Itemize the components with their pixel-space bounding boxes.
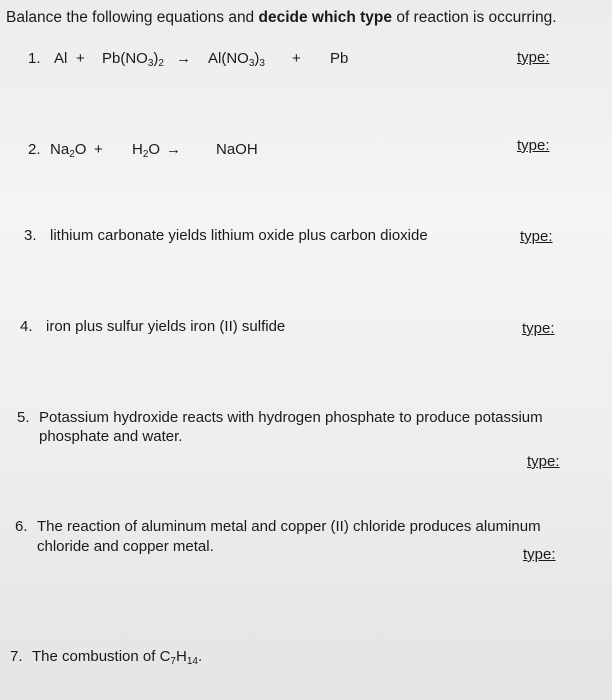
question-7	[10, 648, 202, 667]
product: Pb	[330, 50, 349, 67]
instructions-prefix: Balance the following equations and	[6, 9, 259, 26]
question-number: 3.	[24, 227, 37, 244]
formula-part: H	[132, 141, 143, 158]
question-text	[32, 648, 202, 665]
formula-part: O	[74, 141, 87, 158]
subscript: 3	[147, 58, 154, 69]
text-part: H	[175, 648, 187, 665]
question-2	[28, 141, 258, 160]
type-label-4: type:	[522, 320, 555, 337]
question-6-line2: chloride and copper metal.	[37, 538, 214, 555]
question-text: lithium carbonate yields lithium oxide plus carbon dioxide	[50, 227, 428, 244]
question-number: 2.	[28, 141, 41, 158]
instructions	[6, 9, 557, 27]
instructions-bold: decide which type	[258, 9, 393, 26]
reactant	[102, 50, 176, 69]
subscript: 14	[186, 656, 198, 667]
question-1	[28, 50, 348, 69]
type-label-5: type:	[527, 453, 560, 470]
product	[208, 50, 292, 69]
arrow: →	[166, 141, 181, 158]
question-number: 7.	[10, 648, 23, 665]
question-number: 1.	[28, 50, 41, 67]
formula-part: )	[254, 50, 260, 67]
question-text-line1: Potassium hydroxide reacts with hydrogen phosphate to produce potassium	[39, 409, 543, 426]
text-part: The combustion of C	[32, 648, 171, 665]
question-text-line1: The reaction of aluminum metal and copper (II) chloride produces aluminum	[37, 518, 541, 535]
subscript: 3	[248, 58, 255, 69]
question-4	[20, 318, 285, 335]
formula-part: Al(NO	[208, 50, 249, 67]
product: NaOH	[216, 141, 258, 158]
reactant	[50, 141, 94, 160]
question-6	[15, 518, 541, 535]
formula-part: )	[153, 50, 159, 67]
subscript: 7	[170, 656, 176, 667]
question-5-line2: phosphate and water.	[39, 428, 183, 445]
formula-part: Na	[50, 141, 70, 158]
subscript: 2	[142, 149, 149, 160]
instructions-suffix: of reaction is occurring.	[392, 9, 557, 26]
formula-part: O	[148, 141, 161, 158]
question-number: 4.	[20, 318, 33, 335]
plus-sign: +	[76, 50, 85, 67]
question-number: 6.	[15, 518, 28, 535]
formula-part: Pb(NO	[102, 50, 148, 67]
plus-sign: +	[94, 141, 103, 158]
type-label-1: type:	[517, 49, 550, 66]
subscript: 2	[69, 149, 75, 160]
type-label-2: type:	[517, 137, 550, 154]
question-number: 5.	[17, 409, 30, 426]
question-3	[24, 227, 428, 244]
reactant	[132, 141, 166, 160]
subscript: 2	[158, 58, 164, 69]
reactant: Al	[54, 50, 68, 67]
question-5	[17, 409, 543, 426]
type-label-6: type:	[523, 546, 556, 563]
subscript: 3	[259, 58, 265, 69]
type-label-3: type:	[520, 228, 553, 245]
arrow: →	[176, 50, 191, 67]
text-part: .	[197, 648, 203, 665]
question-text: iron plus sulfur yields iron (II) sulfide	[46, 318, 286, 335]
plus-sign: +	[292, 50, 301, 67]
